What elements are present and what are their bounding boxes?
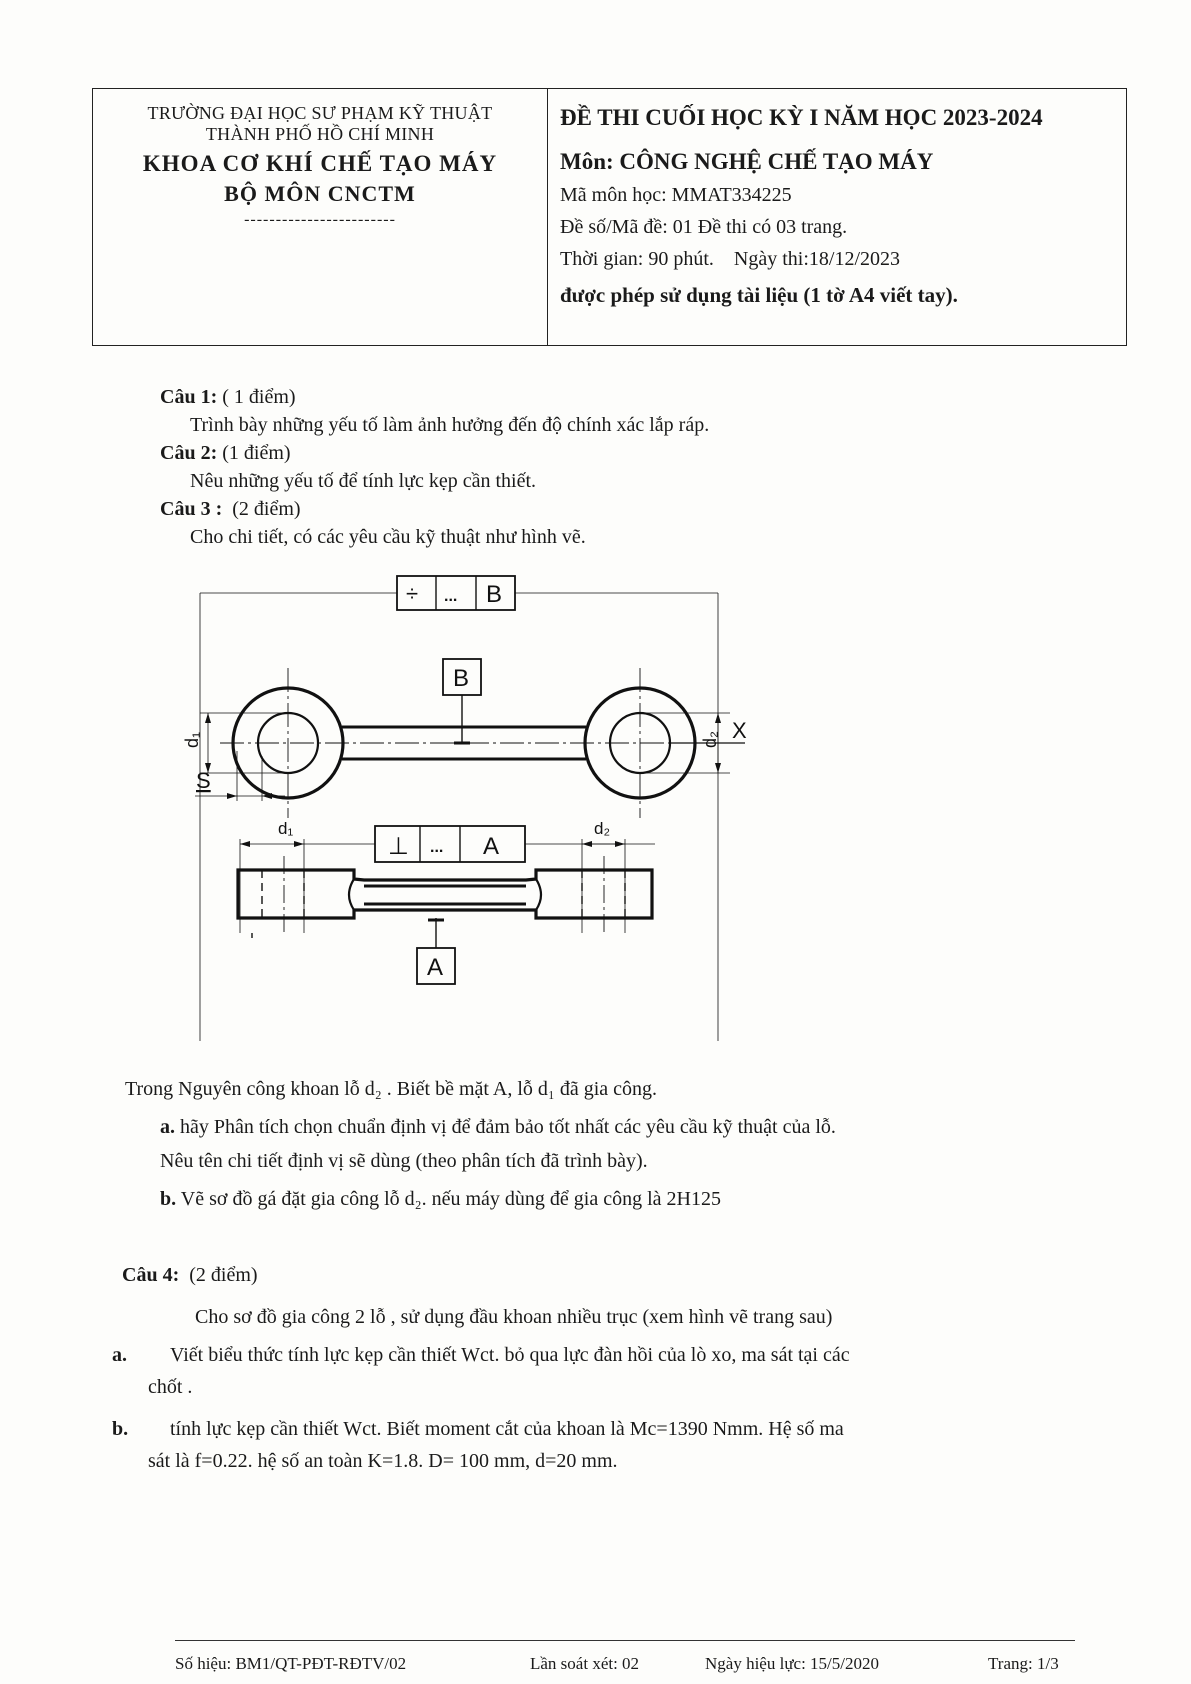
question-1-label: Câu 1:: [160, 386, 218, 408]
question-4b-text2: sát là f=0.22. hệ số an toàn K=1.8. D= 100 mm, d=20 mm.: [148, 1450, 618, 1472]
school-name-line1: TRƯỜNG ĐẠI HỌC SƯ PHẠM KỸ THUẬT: [147, 103, 493, 123]
frame-top-value: ...: [444, 588, 458, 605]
question-4-label: Câu 4:: [122, 1264, 180, 1286]
question-3b-text: Vẽ sơ đồ gá đặt gia công lỗ d₂. nếu máy dùng để gia công là 2H125: [176, 1188, 721, 1210]
exam-info-block: [548, 89, 1126, 345]
footer-revision: Lần soát xét: 02: [530, 1654, 640, 1673]
question-3b-label: b.: [160, 1188, 177, 1210]
question-4a-text2: chốt .: [148, 1376, 193, 1398]
material-rule: được phép sử dụng tài liệu (1 tờ A4 viết tay).: [560, 283, 958, 307]
question-3-heading: [160, 496, 301, 522]
exam-code: Đề số/Mã đề: 01 Đề thi có 03 trang.: [560, 216, 848, 238]
department-name: BỘ MÔN CNCTM: [224, 181, 416, 206]
question-1-heading: [160, 384, 296, 410]
exam-title: ĐỀ THI CUỐI HỌC KỲ I NĂM HỌC 2023-2024: [560, 105, 1043, 130]
side-view-part: [238, 826, 655, 984]
frame-bottom-symbol: ⊥: [388, 833, 409, 860]
question-3a-label: a.: [160, 1116, 175, 1138]
d2-right-label: d₂: [700, 731, 720, 748]
school-name-line2: THÀNH PHỐ HỒ CHÍ MINH: [205, 124, 435, 144]
question-4b-text: tính lực kẹp cần thiết Wct. Biết moment cắt của khoan là Mc=1390 Nmm. Hệ số ma: [170, 1418, 844, 1440]
question-4a-label: a.: [112, 1344, 127, 1366]
footer-page-number: Trang: 1/3: [988, 1654, 1059, 1673]
question-3a-text2: Nêu tên chi tiết định vị sẽ dùng (theo phân tích đã trình bày).: [160, 1150, 648, 1172]
question-4b-label: b.: [112, 1418, 129, 1440]
course-code: Mã môn học: MMAT334225: [560, 184, 792, 206]
s-label: S: [196, 768, 211, 793]
question-2-label: Câu 2:: [160, 442, 218, 464]
question-3b: [160, 1186, 721, 1212]
question-3-label: Câu 3 :: [160, 498, 223, 520]
question-4-intro: Cho sơ đồ gia công 2 lỗ , sử dụng đầu khoan nhiều trục (xem hình vẽ trang sau): [195, 1306, 833, 1328]
question-4-heading: [122, 1262, 258, 1288]
question-3-points: (2 điểm): [222, 498, 301, 520]
footer-doc-code: Số hiệu: BM1/QT-PĐT-RĐTV/02: [175, 1654, 407, 1673]
question-4a: [112, 1342, 850, 1368]
time-and-date: Thời gian: 90 phút. Ngày thi:18/12/2023: [560, 248, 900, 270]
d1-left-label: d₁: [182, 731, 202, 748]
frame-top-datum: B: [486, 581, 503, 608]
institution-block: [93, 89, 548, 345]
question-3a: [160, 1114, 836, 1140]
question-2-heading: [160, 440, 291, 466]
question-4b: [112, 1416, 844, 1442]
footer-effective-date: Ngày hiệu lực: 15/5/2020: [705, 1654, 879, 1673]
top-view-part: [195, 668, 745, 818]
question-2-text: Nêu những yếu tố để tính lực kẹp cần thiết.: [190, 470, 537, 492]
question-3-context: Trong Nguyên công khoan lỗ d₂ . Biết bề mặt A, lỗ d₁ đã gia công.: [125, 1078, 658, 1100]
faculty-name: KHOA CƠ KHÍ CHẾ TẠO MÁY: [142, 151, 498, 176]
d1-bottom-label: d₁: [278, 819, 294, 838]
datum-a-label: A: [427, 954, 444, 981]
d2-bottom-label: d₂: [594, 819, 611, 838]
datum-b-label: B: [453, 665, 470, 692]
question-3a-text: hãy Phân tích chọn chuẩn định vị để đảm bảo tốt nhất các yêu cầu kỹ thuật của lỗ.: [175, 1116, 836, 1138]
frame-top-symbol: ÷: [406, 581, 419, 606]
question-4-points: (2 điểm): [179, 1264, 258, 1286]
frame-bottom-value: ...: [430, 839, 444, 856]
technical-drawing: [170, 556, 790, 1056]
separator-line: ------------------------: [244, 211, 396, 228]
question-4a-text: Viết biểu thức tính lực kẹp cần thiết Wct. bỏ qua lực đàn hồi của lò xo, ma sát tại các: [170, 1344, 850, 1366]
question-3-text: Cho chi tiết, có các yêu cầu kỹ thuật như hình vẽ.: [190, 526, 586, 548]
question-1-text: Trình bày những yếu tố làm ảnh hưởng đến độ chính xác lắp ráp.: [190, 414, 710, 436]
x-label: X: [732, 718, 747, 743]
question-2-points: (1 điểm): [217, 442, 291, 464]
subject-name: Môn: CÔNG NGHỆ CHẾ TẠO MÁY: [560, 149, 934, 174]
exam-header: [92, 88, 1127, 346]
footer-rule: [175, 1640, 1075, 1641]
question-1-points: ( 1 điểm): [217, 386, 296, 408]
frame-bottom-datum: A: [483, 833, 500, 860]
